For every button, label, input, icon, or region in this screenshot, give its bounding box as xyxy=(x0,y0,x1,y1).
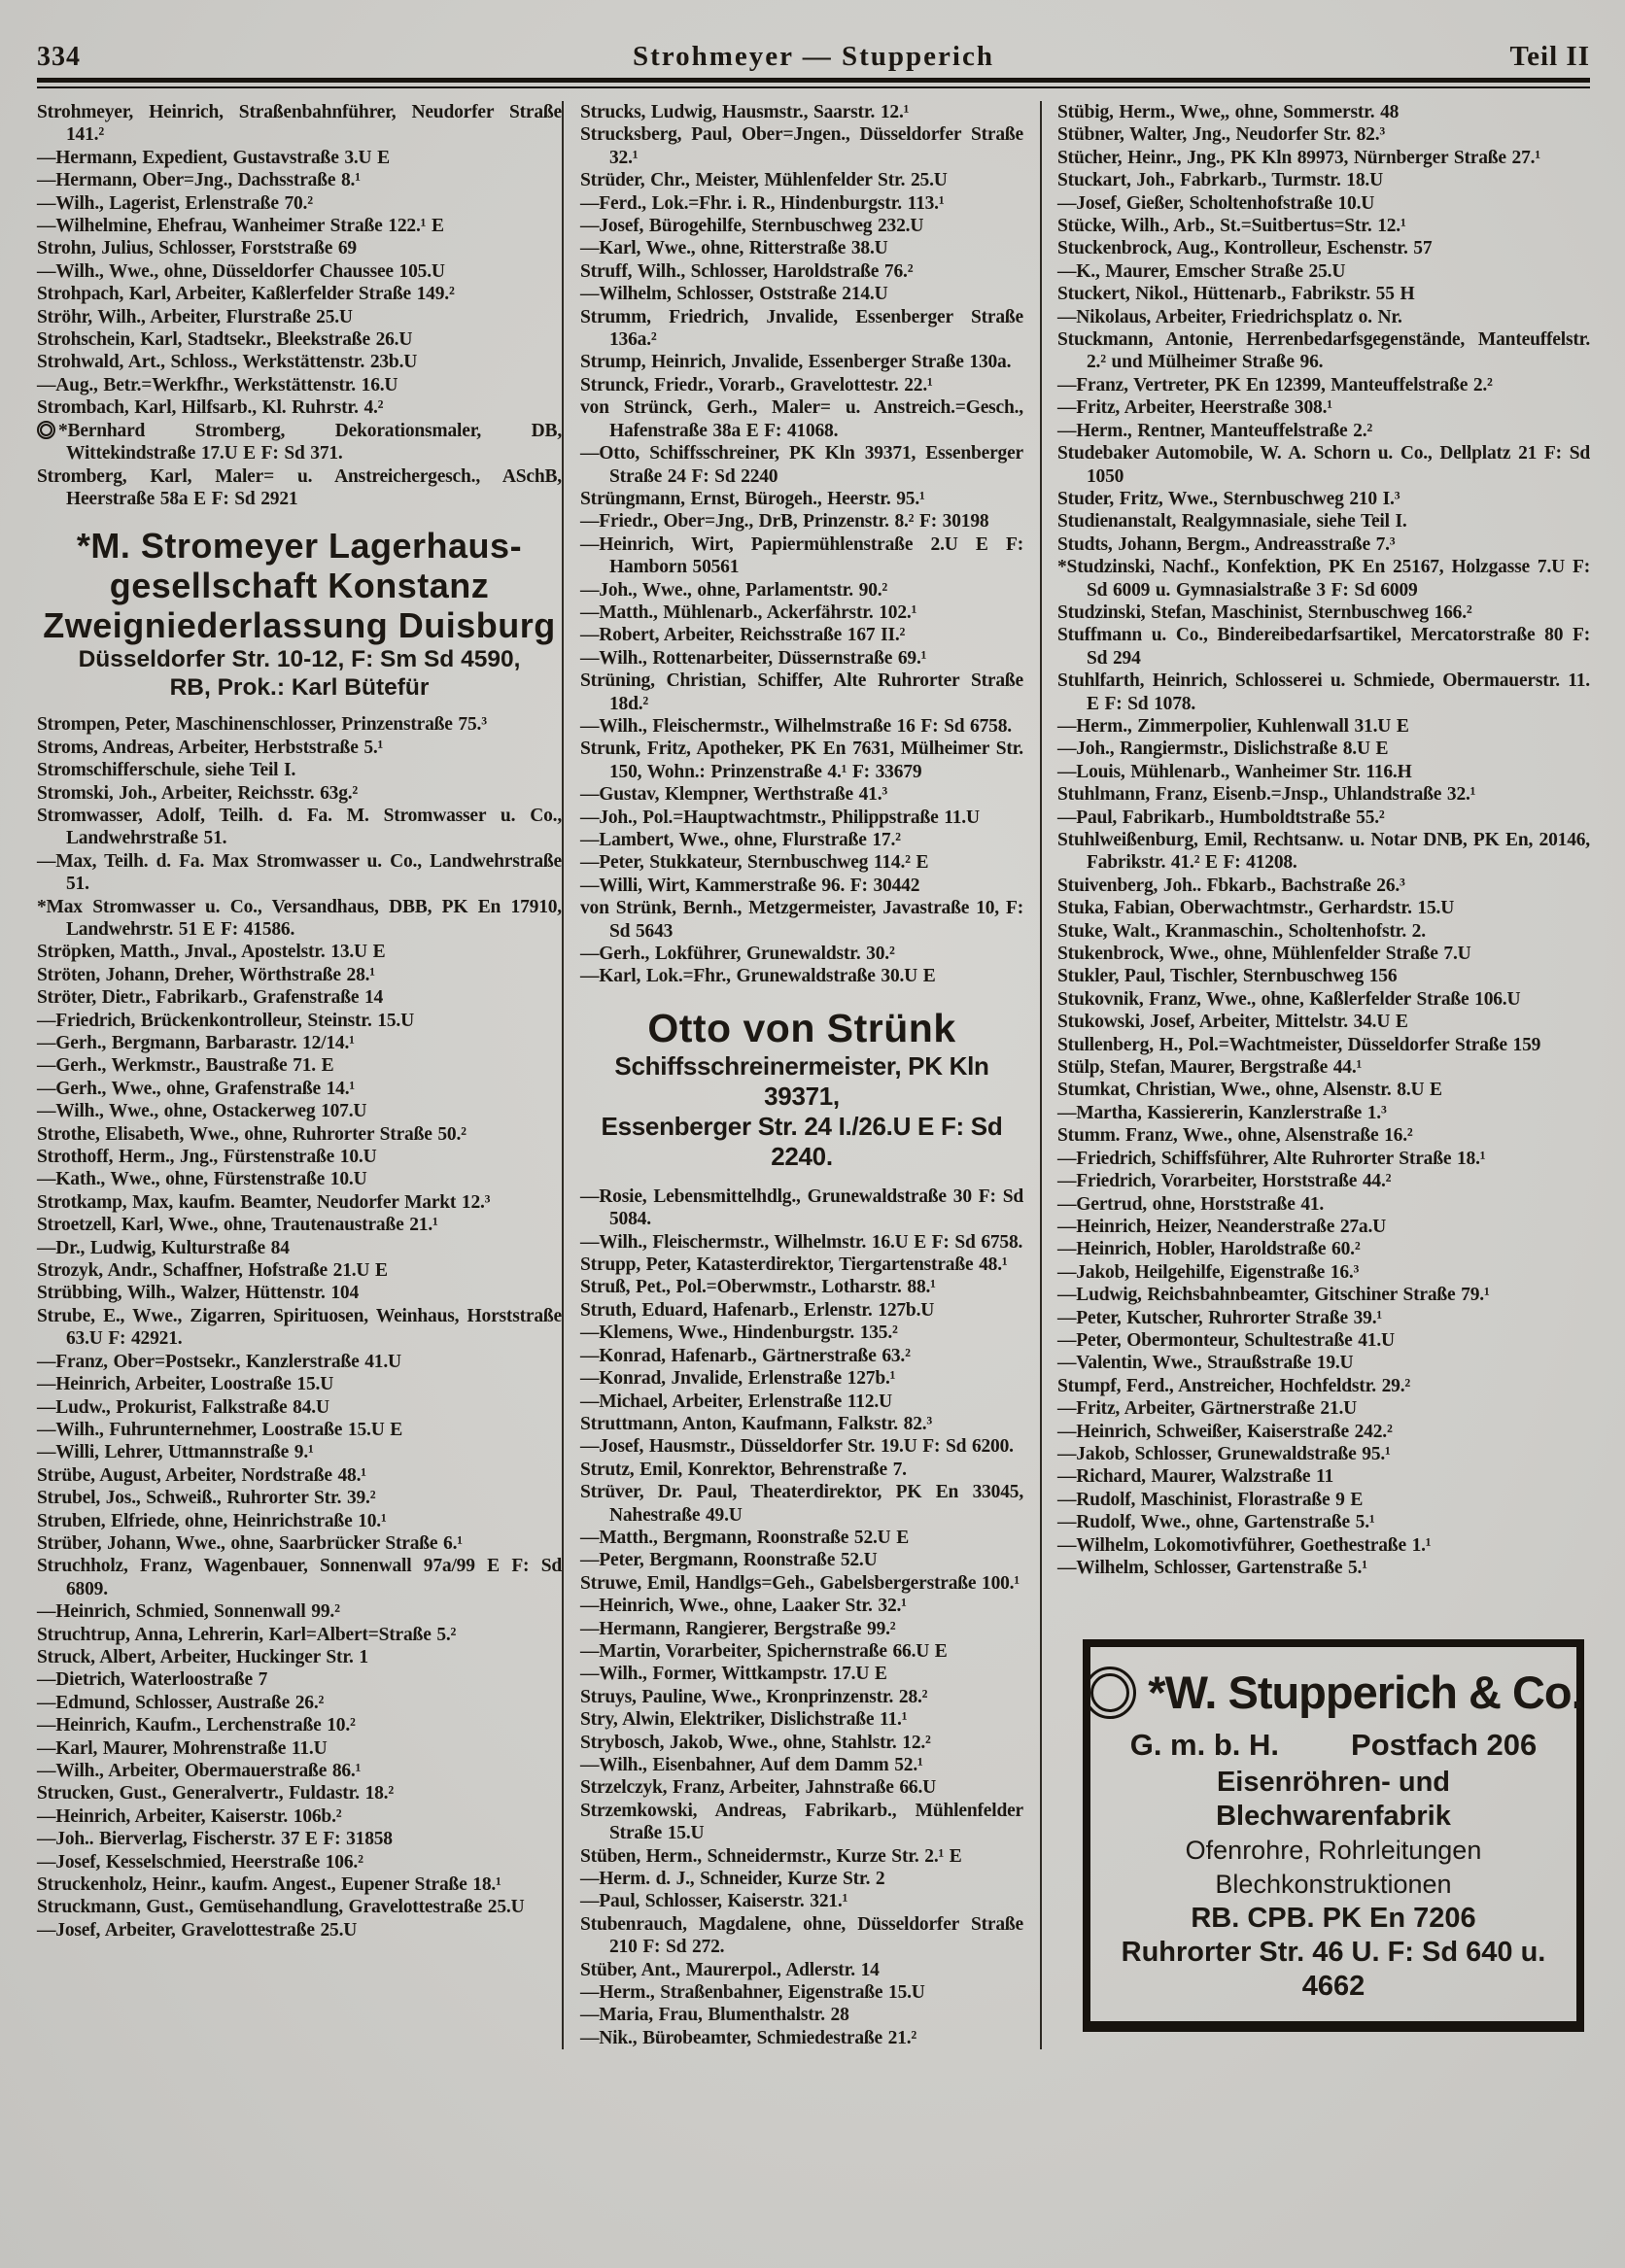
directory-entry: Stuckart, Joh., Fabrkarb., Turmstr. 18.U xyxy=(1057,170,1383,191)
directory-entry: —Friedr., Ober=Jng., DrB, Prinzenstr. 8.² F: 30198 xyxy=(580,511,989,533)
directory-entry: —Heinrich, Kaufm., Lerchenstraße 10.² xyxy=(37,1715,356,1736)
directory-entry: Strumm, Friedrich, Jnvalide, Essenberger Straße 136a.² xyxy=(580,306,1023,351)
directory-entry: Struckmann, Gust., Gemüsehandlung, Gravelottestraße 25.U xyxy=(37,1897,525,1918)
part-label: Teil II xyxy=(1509,41,1590,72)
directory-entry: —Gustav, Klempner, Werthstraße 41.³ xyxy=(580,784,888,806)
directory-entry: —Karl, Lok.=Fhr., Grunewaldstraße 30.U E xyxy=(580,966,936,987)
promo-sub-line: Düsseldorfer Str. 10-12, F: Sm Sd 4590, xyxy=(78,646,521,673)
directory-entry: Strohmeyer, Heinrich, Straßenbahnführer, Neudorfer Straße 141.² xyxy=(37,102,562,146)
directory-entry: —Martin, Vorarbeiter, Spichernstraße 66.U E xyxy=(580,1640,948,1662)
promo-title-line: Zweigniederlassung Duisburg xyxy=(43,605,556,646)
directory-entry: —Heinrich, Arbeiter, Loostraße 15.U xyxy=(37,1374,334,1395)
directory-entry: Strüder, Chr., Meister, Mühlenfelder Str. 25.U xyxy=(580,170,948,191)
directory-entry: Strüver, Dr. Paul, Theaterdirektor, PK En 33045, Nahestraße 49.U xyxy=(580,1482,1023,1526)
directory-entry: —Jakob, Heilgehilfe, Eigenstraße 16.³ xyxy=(1057,1261,1360,1283)
directory-entry: —Josef, Gießer, Scholtenhofstraße 10.U xyxy=(1057,192,1375,214)
promo-title-line: Otto von Strünk xyxy=(647,1005,956,1050)
page-number: 334 xyxy=(37,42,81,72)
directory-entry: —Wilh., Lagerist, Erlenstraße 70.² xyxy=(37,192,313,214)
directory-entry: Stukler, Paul, Tischler, Sternbuschweg 156 xyxy=(1057,966,1398,987)
directory-entry: Strube, E., Wwe., Zigarren, Spirituosen, Weinhaus, Horststraße 63.U F: 42921. xyxy=(37,1305,562,1350)
directory-entry: —Rosie, Lebensmittelhdlg., Grunewaldstraße 30 F: Sd 5084. xyxy=(580,1186,1023,1230)
directory-entry: Studienanstalt, Realgymnasiale, siehe Teil I. xyxy=(1057,511,1407,533)
directory-entry: —Fritz, Arbeiter, Gärtnerstraße 21.U xyxy=(1057,1398,1358,1420)
directory-entry: Studebaker Automobile, W. A. Schorn u. Co., Dellplatz 21 F: Sd 1050 xyxy=(1057,443,1590,487)
directory-entry: —Nik., Bürobeamter, Schmiedestraße 21.² xyxy=(580,2027,917,2048)
directory-entry: Struckenholz, Heinr., kaufm. Angest., Eupener Straße 18.¹ xyxy=(37,1874,501,1896)
directory-entry: Strompen, Peter, Maschinenschlosser, Prinzenstraße 75.³ xyxy=(37,714,487,736)
laurel-wreath-icon xyxy=(1084,1667,1136,1719)
directory-entry: —Heinrich, Hobler, Haroldstraße 60.² xyxy=(1057,1239,1361,1260)
directory-entry: Struchholz, Franz, Wagenbauer, Sonnenwall 97a/99 E F: Sd 6809. xyxy=(37,1556,562,1599)
directory-entry: Struben, Elfriede, ohne, Heinrichstraße 10.¹ xyxy=(37,1510,387,1531)
directory-entry: Stüber, Ant., Maurerpol., Adlerstr. 14 xyxy=(580,1959,880,1980)
directory-entry: —Gerh., Werkmstr., Baustraße 71. E xyxy=(37,1055,334,1077)
ad-company-name: *W. Stupperich & Co. xyxy=(1148,1667,1583,1719)
directory-entry: —Hermann, Rangierer, Bergstraße 99.² xyxy=(580,1618,896,1639)
directory-entry: Strohpach, Karl, Arbeiter, Kaßlerfelder Straße 149.² xyxy=(37,284,455,305)
directory-entry: —Jakob, Schlosser, Grunewaldstraße 95.¹ xyxy=(1057,1443,1391,1464)
directory-entry: Strüngmann, Ernst, Bürogeh., Heerstr. 95.¹ xyxy=(580,488,925,509)
directory-entry: Studts, Johann, Bergm., Andreasstraße 7.³ xyxy=(1057,533,1396,555)
promo-struenk xyxy=(580,1006,1023,1172)
directory-entry: Strohschein, Karl, Stadtsekr., Bleekstraße 26.U xyxy=(37,329,413,351)
directory-entry: —Rudolf, Maschinist, Florastraße 9 E xyxy=(1057,1489,1364,1510)
page-title: Strohmeyer — Stupperich xyxy=(633,41,994,72)
promo-sub-line: Essenberger Str. 24 I./26.U E F: Sd 2240. xyxy=(601,1111,1003,1171)
ad-line: RB. CPB. PK En 7206 xyxy=(1191,1903,1476,1935)
directory-entry: —Lambert, Wwe., ohne, Flurstraße 17.² xyxy=(580,830,901,850)
directory-entry: —Paul, Fabrikarb., Humboldtstraße 55.² xyxy=(1057,807,1385,828)
directory-entry: Strunck, Friedr., Vorarb., Gravelottestr. 22.¹ xyxy=(580,374,933,395)
directory-entry: Strübe, August, Arbeiter, Nordstraße 48.¹ xyxy=(37,1464,366,1486)
directory-entry: Strubel, Jos., Schweiß., Ruhrorter Str. 39.² xyxy=(37,1488,376,1509)
directory-entry: Strucksberg, Paul, Ober=Jngen., Düsseldorfer Straße 32.¹ xyxy=(580,124,1023,168)
directory-entry: Ströten, Johann, Dreher, Wörthstraße 28.¹ xyxy=(37,964,375,985)
directory-entry: —Maria, Frau, Blumenthalstr. 28 xyxy=(580,2005,849,2026)
promo-title-line: *M. Stromeyer Lagerhaus- xyxy=(76,526,523,567)
directory-entry: —Robert, Arbeiter, Reichsstraße 167 II.² xyxy=(580,625,906,646)
directory-entry: —Willi, Lehrer, Uttmannstraße 9.¹ xyxy=(37,1442,314,1463)
directory-entry: Struwe, Emil, Handlgs=Geh., Gabelsbergerstraße 100.¹ xyxy=(580,1572,1020,1594)
promo-sub-line: Schiffsschreinermeister, PK Kln 39371, xyxy=(614,1050,989,1111)
directory-entry: Ströpken, Matth., Jnval., Apostelstr. 13.U E xyxy=(37,942,386,963)
directory-entry: Stuckenbrock, Aug., Kontrolleur, Eschenstr. 57 xyxy=(1057,238,1433,259)
directory-entry: —Wilhelm, Schlosser, Oststraße 214.U xyxy=(580,284,888,305)
promo-stromeyer xyxy=(37,526,562,702)
directory-entry: —Konrad, Jnvalide, Erlenstraße 127b.¹ xyxy=(580,1368,896,1390)
directory-entry: Ströter, Dietr., Fabrikarb., Grafenstraße 14 xyxy=(37,987,384,1009)
directory-entry: —Ludwig, Reichsbahnbeamter, Gitschiner Straße 79.¹ xyxy=(1057,1285,1490,1306)
ad-header-row xyxy=(1098,1667,1583,1719)
ad-duo-item: Postfach 206 xyxy=(1351,1728,1538,1763)
directory-entry: Strzelczyk, Franz, Arbeiter, Jahnstraße 66.U xyxy=(580,1777,936,1799)
column-1 xyxy=(37,101,562,2049)
directory-entry: Ströhr, Wilh., Arbeiter, Flurstraße 25.U xyxy=(37,306,353,327)
directory-entry: Struchtrup, Anna, Lehrerin, Karl=Albert=Straße 5.² xyxy=(37,1624,457,1645)
directory-entry: Stukenbrock, Wwe., ohne, Mühlenfelder Straße 7.U xyxy=(1057,944,1471,965)
directory-entry: —Kath., Wwe., ohne, Fürstenstraße 10.U xyxy=(37,1169,367,1190)
directory-entry: Stuke, Walt., Kranmaschin., Scholtenhofstr. 2. xyxy=(1057,920,1426,942)
directory-entry: Stüben, Herm., Schneidermstr., Kurze Str. 2.¹ E xyxy=(580,1845,962,1867)
directory-entry: —Martha, Kassiererin, Kanzlerstraße 1.³ xyxy=(1057,1102,1387,1123)
directory-entry: —Fritz, Arbeiter, Heerstraße 308.¹ xyxy=(1057,397,1332,419)
directory-entry: —Matth., Mühlenarb., Ackerfährstr. 102.¹ xyxy=(580,601,917,623)
directory-entry: —Peter, Stukkateur, Sternbuschweg 114.² E xyxy=(580,852,929,874)
directory-entry: Strucken, Gust., Generalvertr., Fuldastr. 18.² xyxy=(37,1783,394,1804)
directory-entry: —Hermann, Expedient, Gustavstraße 3.U E xyxy=(37,147,390,168)
ad-duo-line xyxy=(1098,1725,1569,1766)
directory-entry: —Wilh., Fleischermstr., Wilhelmstraße 16 F: Sd 6758. xyxy=(580,715,1012,737)
directory-entry: —Heinrich, Wwe., ohne, Laaker Str. 32.¹ xyxy=(580,1596,907,1617)
directory-entry: Strupp, Peter, Katasterdirektor, Tiergartenstraße 48.¹ xyxy=(580,1254,1008,1276)
directory-entry: —Wilh., Wwe., ohne, Düsseldorfer Chaussee 105.U xyxy=(37,260,445,282)
directory-entry: Stroetzell, Karl, Wwe., ohne, Trautenaustraße 21.¹ xyxy=(37,1215,438,1236)
directory-entry: —Wilh., Rottenarbeiter, Düssernstraße 69.¹ xyxy=(580,647,927,669)
directory-entry: —Karl, Wwe., ohne, Ritterstraße 38.U xyxy=(580,238,888,259)
directory-entry: —Joh.. Bierverlag, Fischerstr. 37 E F: 31858 xyxy=(37,1829,393,1850)
directory-entry: Stuivenberg, Joh.. Fbkarb., Bachstraße 26.³ xyxy=(1057,875,1405,896)
directory-entry: —Gerh., Wwe., ohne, Grafenstraße 14.¹ xyxy=(37,1078,356,1099)
directory-entry: Strucks, Ludwig, Hausmstr., Saarstr. 12.¹ xyxy=(580,102,910,122)
directory-entry: Stübig, Herm., Wwe,, ohne, Sommerstr. 48 xyxy=(1057,102,1400,122)
directory-entry: —Klemens, Wwe., Hindenburgstr. 135.² xyxy=(580,1323,898,1344)
directory-entry: —Karl, Maurer, Mohrenstraße 11.U xyxy=(37,1737,328,1759)
directory-entry: —Paul, Schlosser, Kaiserstr. 321.¹ xyxy=(580,1891,848,1912)
directory-entry: —Richard, Maurer, Walzstraße 11 xyxy=(1057,1466,1334,1488)
directory-entry: —Matth., Bergmann, Roonstraße 52.U E xyxy=(580,1527,910,1548)
directory-entry: Stromschifferschule, siehe Teil I. xyxy=(37,760,296,781)
directory-entry: Stuhlfarth, Heinrich, Schlosserei u. Schmiede, Obermauerstr. 11. E F: Sd 1078. xyxy=(1057,670,1590,714)
directory-entry: —Aug., Betr.=Werkfhr., Werkstättenstr. 16.U xyxy=(37,374,398,395)
column-3 xyxy=(1042,101,1590,2049)
directory-entry: —Heinrich, Schweißer, Kaiserstraße 242.² xyxy=(1057,1421,1393,1442)
directory-entry: Stumkat, Christian, Wwe., ohne, Alsenstr. 8.U E xyxy=(1057,1080,1442,1101)
directory-entry: Strzemkowski, Andreas, Fabrikarb., Mühlenfelder Straße 15.U xyxy=(580,1800,1023,1844)
directory-entry: Stukovnik, Franz, Wwe., ohne, Kaßlerfelder Straße 106.U xyxy=(1057,988,1521,1010)
directory-entry: Stübner, Walter, Jng., Neudorfer Str. 82.³ xyxy=(1057,124,1386,146)
directory-entry: *Studzinski, Nachf., Konfektion, PK En 25167, Holzgasse 7.U F: Sd 6009 u. Gymnasialstraße 3 F: Sd 6009 xyxy=(1057,557,1590,601)
directory-entry: —Joh., Wwe., ohne, Parlamentstr. 90.² xyxy=(580,579,888,601)
directory-entry: Struß, Pet., Pol.=Oberwmstr., Lotharstr. 88.¹ xyxy=(580,1277,936,1298)
directory-entry: Stullenberg, H., Pol.=Wachtmeister, Düsseldorfer Straße 159 xyxy=(1057,1034,1541,1055)
directory-entry: —Wilh., Eisenbahner, Auf dem Damm 52.¹ xyxy=(580,1755,923,1775)
ad-line: Eisenröhren- und Blechwarenfabrik xyxy=(1216,1767,1451,1833)
directory-entry: Struth, Eduard, Hafenarb., Erlenstr. 127b.U xyxy=(580,1299,935,1321)
page-header xyxy=(37,41,1590,73)
directory-entry: —Herm., Rentner, Manteuffelstraße 2.² xyxy=(1057,420,1373,441)
directory-entry: —Heinrich, Heizer, Neanderstraße 27a.U xyxy=(1057,1216,1387,1237)
directory-entry: —Friedrich, Schiffsführer, Alte Ruhrorter Straße 18.¹ xyxy=(1057,1148,1486,1169)
directory-entry: —Heinrich, Schmied, Sonnenwall 99.² xyxy=(37,1601,340,1623)
directory-entry: —Josef, Bürogehilfe, Sternbuschweg 232.U xyxy=(580,216,924,237)
directory-entry: —Willi, Wirt, Kammerstraße 96. F: 30442 xyxy=(580,875,920,896)
directory-entry: Stülp, Stefan, Maurer, Bergstraße 44.¹ xyxy=(1057,1057,1363,1079)
laurel-wreath-icon xyxy=(37,421,55,439)
directory-entry: Stukowski, Josef, Arbeiter, Mittelstr. 34.U E xyxy=(1057,1012,1408,1033)
directory-entry: —Dr., Ludwig, Kulturstraße 84 xyxy=(37,1237,290,1258)
directory-entry: —Wilh., Wwe., ohne, Ostackerweg 107.U xyxy=(37,1101,367,1122)
directory-entry: Struff, Wilh., Schlosser, Haroldstraße 76.² xyxy=(580,260,914,282)
directory-entry: —Friedrich, Vorarbeiter, Horststraße 44.² xyxy=(1057,1171,1392,1192)
directory-entry: Studzinski, Stefan, Maschinist, Sternbuschweg 166.² xyxy=(1057,601,1472,623)
directory-entry: Stuka, Fabian, Oberwachtmstr., Gerhardstr. 15.U xyxy=(1057,898,1455,919)
directory-entry: —Nikolaus, Arbeiter, Friedrichsplatz o. Nr. xyxy=(1057,306,1402,327)
directory-entry: Strybosch, Jakob, Wwe., ohne, Stahlstr. 12.² xyxy=(580,1732,931,1753)
directory-entry: —Wilh., Arbeiter, Obermauerstraße 86.¹ xyxy=(37,1761,362,1781)
directory-entry: —Wilh., Former, Wittkampstr. 17.U E xyxy=(580,1664,887,1685)
directory-entry: Stuckert, Nikol., Hüttenarb., Fabrikstr. 55 H xyxy=(1057,284,1415,305)
directory-entry: Stuffmann u. Co., Bindereibedarfsartikel, Mercatorstraße 80 F: Sd 294 xyxy=(1057,625,1590,669)
directory-entry: Stumm. Franz, Wwe., ohne, Alsenstraße 16.² xyxy=(1057,1125,1413,1147)
directory-entry: —Josef, Kesselschmied, Heerstraße 106.² xyxy=(37,1851,363,1873)
ad-stupperich xyxy=(1083,1639,1584,2029)
directory-entry: —Louis, Mühlenarb., Wanheimer Str. 116.H xyxy=(1057,761,1412,782)
directory-entry: Struttmann, Anton, Kaufmann, Falkstr. 82.³ xyxy=(580,1413,933,1434)
directory-entry: —Max, Teilh. d. Fa. Max Stromwasser u. Co., Landwehrstraße 51. xyxy=(37,850,562,895)
directory-entry: —Joh., Pol.=Hauptwachtmstr., Philippstraße 11.U xyxy=(580,807,980,828)
directory-entry: —Herm., Straßenbahner, Eigenstraße 15.U xyxy=(580,1982,925,2004)
directory-entry: Stücher, Heinr., Jng., PK Kln 89973, Nürnberger Straße 27.¹ xyxy=(1057,147,1540,168)
directory-entry: —Konrad, Hafenarb., Gärtnerstraße 63.² xyxy=(580,1345,911,1366)
directory-entry: —Wilhelm, Schlosser, Gartenstraße 5.¹ xyxy=(1057,1558,1367,1578)
directory-entry: Stry, Alwin, Elektriker, Dislichstraße 11.¹ xyxy=(580,1709,908,1731)
directory-entry: Struys, Pauline, Wwe., Kronprinzenstr. 28.² xyxy=(580,1686,928,1707)
directory-entry: —Gerh., Bergmann, Barbarastr. 12/14.¹ xyxy=(37,1033,355,1053)
directory-entry: —Peter, Bergmann, Roonstraße 52.U xyxy=(580,1550,878,1571)
directory-entry: Strothoff, Herm., Jng., Fürstenstraße 10.U xyxy=(37,1147,377,1168)
directory-entry: —Michael, Arbeiter, Erlenstraße 112.U xyxy=(580,1391,892,1412)
promo-sub-line: RB, Prok.: Karl Bütefür xyxy=(169,674,430,702)
directory-entry: —Josef, Hausmstr., Düsseldorfer Str. 19.U F: Sd 6200. xyxy=(580,1436,1014,1458)
directory-entry: —Dietrich, Waterloostraße 7 xyxy=(37,1669,268,1691)
directory-entry: Struck, Albert, Arbeiter, Huckinger Str. 1 xyxy=(37,1646,368,1667)
directory-entry: —K., Maurer, Emscher Straße 25.U xyxy=(1057,260,1346,282)
ad-duo-item: G. m. b. H. xyxy=(1129,1728,1280,1763)
directory-entry: —Franz, Ober=Postsekr., Kanzlerstraße 41.U xyxy=(37,1351,401,1372)
directory-entry: —Joh., Rangiermstr., Dislichstraße 8.U E xyxy=(1057,739,1389,760)
directory-entry: Strothe, Elisabeth, Wwe., ohne, Ruhrorter Straße 50.² xyxy=(37,1123,467,1145)
header-rule xyxy=(37,78,1590,88)
directory-entry: Strüber, Johann, Wwe., ohne, Saarbrücker Straße 6.¹ xyxy=(37,1532,463,1554)
directory-entry: —Rudolf, Wwe., ohne, Gartenstraße 5.¹ xyxy=(1057,1512,1375,1533)
directory-entry: von Strünk, Bernh., Metzgermeister, Javastraße 10, F: Sd 5643 xyxy=(580,898,1023,942)
directory-entry: —Heinrich, Arbeiter, Kaiserstr. 106b.² xyxy=(37,1805,342,1827)
ad-line: Ruhrorter Str. 46 U. F: Sd 640 u. 4662 xyxy=(1121,1937,1546,2003)
directory-entry: —Josef, Arbeiter, Gravelottestraße 25.U xyxy=(37,1919,358,1941)
directory-entry: Studer, Fritz, Wwe., Sternbuschweg 210 I.³ xyxy=(1057,488,1400,509)
directory-entry: Strüning, Christian, Schiffer, Alte Ruhrorter Straße 18d.² xyxy=(580,670,1023,714)
directory-columns xyxy=(37,101,1590,2049)
directory-entry: Strotkamp, Max, kaufm. Beamter, Neudorfer Markt 12.³ xyxy=(37,1191,491,1213)
directory-entry: —Wilh., Fleischermstr., Wilhelmstr. 16.U E F: Sd 6758. xyxy=(580,1231,1023,1253)
directory-entry: —Hermann, Ober=Jng., Dachsstraße 8.¹ xyxy=(37,170,361,191)
ad-line: Ofenrohre, Rohrleitungen xyxy=(1185,1836,1482,1866)
directory-entry: —Ferd., Lok.=Fhr. i. R., Hindenburgstr. 113.¹ xyxy=(580,192,945,214)
directory-entry: *Bernhard Stromberg, Dekorationsmaler, DB, Wittekindstraße 17.U E F: Sd 371. xyxy=(37,420,562,465)
directory-entry: Strump, Heinrich, Jnvalide, Essenberger Straße 130a. xyxy=(580,352,1012,373)
directory-entry: Stuhlmann, Franz, Eisenb.=Jnsp., Uhlandstraße 32.¹ xyxy=(1057,784,1476,806)
directory-entry: —Franz, Vertreter, PK En 12399, Manteuffelstraße 2.² xyxy=(1057,374,1493,395)
directory-entry: Stubenrauch, Magdalene, ohne, Düsseldorfer Straße 210 F: Sd 272. xyxy=(580,1913,1023,1958)
directory-entry: von Strünck, Gerh., Maler= u. Anstreich.=Gesch., Hafenstraße 38a E F: 41068. xyxy=(580,397,1023,441)
directory-entry: —Wilhelmine, Ehefrau, Wanheimer Straße 122.¹ E xyxy=(37,216,444,237)
directory-entry: —Wilhelm, Lokomotivführer, Goethestraße 1.¹ xyxy=(1057,1534,1432,1556)
directory-entry: Stücke, Wilh., Arb., St.=Suitbertus=Str. 12.¹ xyxy=(1057,216,1406,237)
directory-entry: Strutz, Emil, Konrektor, Behrenstraße 7. xyxy=(580,1459,907,1480)
directory-entry: —Heinrich, Wirt, Papiermühlenstraße 2.U E F: Hamborn 50561 xyxy=(580,533,1023,578)
directory-entry: —Peter, Kutscher, Ruhrorter Straße 39.¹ xyxy=(1057,1307,1383,1328)
directory-entry: Strunk, Fritz, Apotheker, PK En 7631, Mülheimer Str. 150, Wohn.: Prinzenstraße 4.¹ F: 33679 xyxy=(580,739,1023,782)
directory-entry: —Herm., Zimmerpolier, Kuhlenwall 31.U E xyxy=(1057,715,1409,737)
directory-entry: Strozyk, Andr., Schaffner, Hofstraße 21.U E xyxy=(37,1260,388,1282)
directory-entry: Stuckmann, Antonie, Herrenbedarfsgegenstände, Manteuffelstr. 2.² und Mülheimer Straße 96. xyxy=(1057,329,1590,373)
directory-entry: Stuhlweißenburg, Emil, Rechtsanw. u. Notar DNB, PK En, 20146, Fabrikstr. 41.² E F: 41208. xyxy=(1057,830,1590,874)
directory-entry: —Friedrich, Brückenkontrolleur, Steinstr. 15.U xyxy=(37,1010,414,1031)
directory-entry: —Gerh., Lokführer, Grunewaldstr. 30.² xyxy=(580,944,895,965)
directory-entry: —Gertrud, ohne, Horststraße 41. xyxy=(1057,1193,1325,1215)
column-2 xyxy=(562,101,1042,2049)
directory-entry: Stumpf, Ferd., Anstreicher, Hochfeldstr. 29.² xyxy=(1057,1375,1411,1396)
directory-entry: —Wilh., Fuhrunternehmer, Loostraße 15.U E xyxy=(37,1419,403,1440)
directory-entry: —Edmund, Schlosser, Austraße 26.² xyxy=(37,1692,325,1713)
promo-title-line: gesellschaft Konstanz xyxy=(109,566,490,606)
directory-entry: —Valentin, Wwe., Straußstraße 19.U xyxy=(1057,1353,1354,1374)
ad-line: Blechkonstruktionen xyxy=(1215,1870,1452,1900)
directory-entry: —Otto, Schiffsschreiner, PK Kln 39371, Essenberger Straße 24 F: Sd 2240 xyxy=(580,443,1023,487)
directory-entry: Stroms, Andreas, Arbeiter, Herbststraße 5.¹ xyxy=(37,737,384,758)
directory-entry: Strombach, Karl, Hilfsarb., Kl. Ruhrstr. 4.² xyxy=(37,397,384,419)
directory-entry: —Herm. d. J., Schneider, Kurze Str. 2 xyxy=(580,1869,885,1890)
directory-entry: Stromberg, Karl, Maler= u. Anstreichergesch., ASchB, Heerstraße 58a E F: Sd 2921 xyxy=(37,465,562,509)
directory-entry: Strohn, Julius, Schlosser, Forststraße 69 xyxy=(37,238,357,259)
directory-entry: *Max Stromwasser u. Co., Versandhaus, DBB, PK En 17910, Landwehrstr. 51 E F: 41586. xyxy=(37,896,562,940)
directory-entry: Stromwasser, Adolf, Teilh. d. Fa. M. Stromwasser u. Co., Landwehrstraße 51. xyxy=(37,805,562,849)
directory-entry: Stromski, Joh., Arbeiter, Reichsstr. 63g.² xyxy=(37,782,359,804)
directory-entry: —Peter, Obermonteur, Schultestraße 41.U xyxy=(1057,1329,1395,1351)
directory-entry: Strohwald, Art., Schloss., Werkstättenstr. 23b.U xyxy=(37,352,418,373)
directory-entry: —Ludw., Prokurist, Falkstraße 84.U xyxy=(37,1396,329,1418)
directory-entry: Strübbing, Wilh., Walzer, Hüttenstr. 104 xyxy=(37,1283,360,1304)
